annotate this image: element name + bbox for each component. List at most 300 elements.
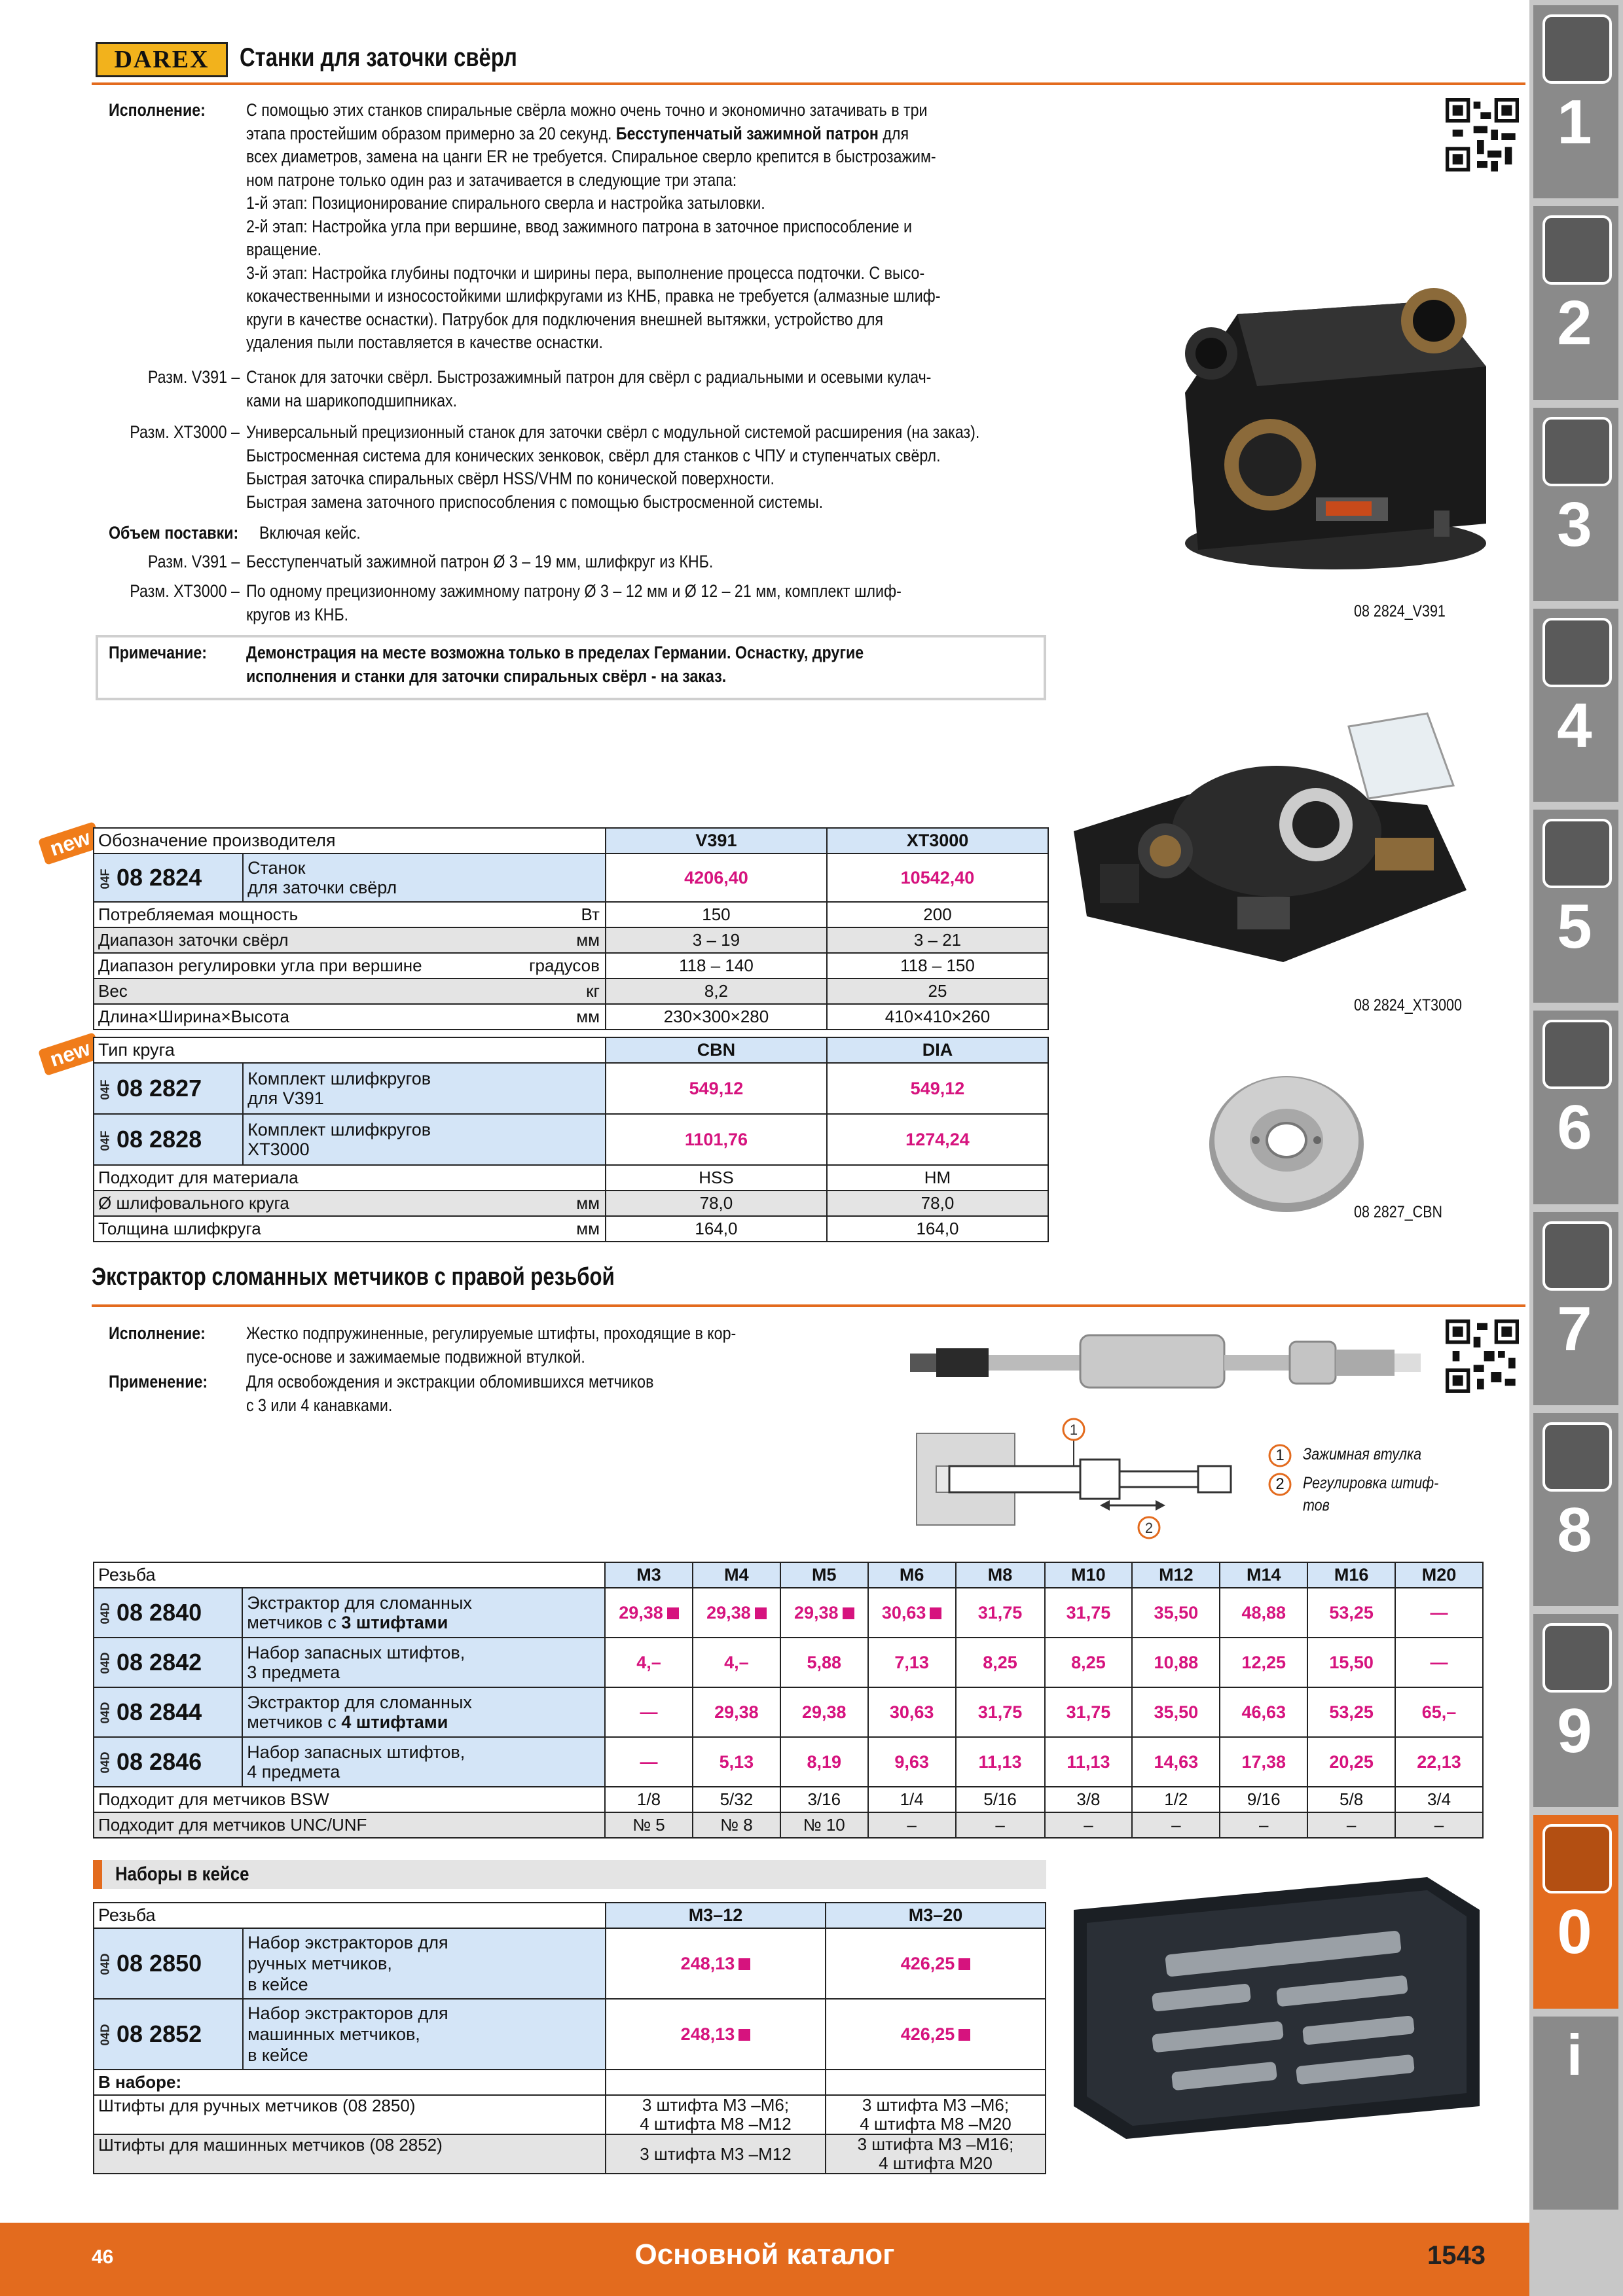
ispolnenie-line: вращение. [246,240,322,259]
fit-value: 5/8 [1307,1787,1395,1812]
fit-value: 1/2 [1132,1787,1220,1812]
size-col: M5 [780,1562,868,1588]
price-cell [1307,1588,1395,1638]
header-label: Резьба [94,1562,605,1588]
scope-v391-label: Разм. V391 – [147,552,240,571]
price-value: 48,88 [1241,1602,1286,1623]
primenenie-line: Для освобождения и экстракции обломившихся метчиков [246,1372,654,1391]
chapter-number: 0 [1557,1897,1592,1967]
price-cell [605,1588,693,1638]
tag: 04D [98,1602,112,1624]
desc-line: ручных метчиков, [247,1954,392,1973]
scope-xt-label: Разм. XT3000 – [130,581,240,601]
fit-value: 3/8 [1045,1787,1133,1812]
xt3000-line: Быстрая замена заточного приспособления с помощью быстросменной системы. [246,492,824,512]
spec-row [94,1216,1048,1242]
spec-name [94,1004,606,1030]
ispolnenie-line: 2-й этап: Настройка угла при вершине, ввод зажимного патрона в заточное приспособление и [246,216,913,236]
article-row [94,1063,1048,1114]
legend-number: 1 [1275,1446,1285,1464]
spec-value: HSS [606,1165,827,1191]
contents-row [94,2095,1046,2134]
price-value: — [640,1702,658,1722]
note-line: исполнения и станки для заточки спиральных свёрл - на заказ. [246,666,727,686]
price-cell [693,1638,780,1687]
chapter-2-icon [1542,215,1612,285]
chapter-4-icon [1542,618,1612,687]
price-value: 8,25 [1071,1652,1106,1672]
spec-unit: градусов [529,956,600,975]
spec-value: 25 [827,978,1048,1004]
desc-line [247,1662,600,1682]
price-cell [1132,1588,1220,1638]
desc-bold: 4 штифтами [341,1712,448,1732]
article-cell: 04F 08 2824 [94,853,243,902]
price-value: 22,13 [1417,1751,1461,1772]
desc-line: в кейсе [247,1975,308,1994]
desc-line: Комплект шлифкругов [247,1069,431,1088]
availability-square-icon [958,2029,970,2041]
title-rule [92,82,1525,85]
article-cell [94,1588,242,1638]
price-value: 53,25 [1329,1702,1374,1722]
spec-unit: кг [586,981,600,1001]
price-value: 35,50 [1154,1702,1199,1722]
article-row [94,1999,1046,2070]
scope-xt-line: кругов из КНБ. [246,604,349,624]
spec-row [94,1004,1048,1030]
spec-name [94,1191,606,1216]
price-value: 35,50 [1154,1602,1199,1623]
price-value: 10,88 [1154,1652,1199,1672]
price-cell: 549,12 [606,1063,827,1114]
price-cell [1045,1588,1133,1638]
price-value: 30,63 [881,1602,926,1623]
diagram-marker-2: 2 [1144,1520,1154,1536]
ispolnenie-line [246,122,909,146]
xt3000-label: Разм. XT3000 – [130,422,240,442]
chapter-7-icon [1542,1221,1612,1291]
chapter-number: 2 [1557,288,1592,359]
price-cell: 549,12 [827,1063,1048,1114]
desc-text: 4 предмета [247,1762,340,1782]
spec-unit: мм [576,1193,600,1213]
spec-label: Потребляемая мощность [98,905,299,924]
image-caption-xt3000: 08 2824_XT3000 [1354,996,1462,1014]
primenenie-line: с 3 или 4 канавками. [246,1395,393,1415]
note-label: Примечание: [109,643,208,662]
article-number: 08 2828 [117,1126,202,1153]
price-cell [693,1588,780,1638]
fit-value: – [868,1812,956,1838]
machine-v391-image [1159,262,1499,583]
darex-logo: DAREX [96,42,228,77]
price-cell [605,1687,693,1737]
price-cell [1307,1687,1395,1737]
article-cell [94,1687,242,1737]
price-value: 5,13 [719,1751,754,1772]
contents-label: Штифты для ручных метчиков (08 2850) [94,2095,606,2134]
fit-row [94,1812,1483,1838]
legend-number: 2 [1275,1475,1285,1493]
price-value: 29,38 [801,1702,847,1722]
price-value: 29,38 [619,1602,663,1623]
spec-label: Толщина шлифкруга [98,1219,261,1238]
price-cell [780,1687,868,1737]
col-cbn: CBN [606,1037,827,1063]
article-row [94,1737,1483,1787]
extractor-table [93,1562,1484,1839]
chapter-1-icon [1542,14,1612,84]
ispolnenie-label: Исполнение: [109,100,206,120]
fit-value: – [1220,1812,1307,1838]
availability-square-icon [739,1958,750,1970]
spec-value: HM [827,1165,1048,1191]
price-cell [956,1588,1045,1638]
price-cell [1132,1638,1220,1687]
desc-line: Набор экстракторов для [247,2003,448,2023]
price-value: 426,25 [900,1953,955,1973]
image-caption-v391: 08 2824_V391 [1354,602,1446,620]
fit-value: – [956,1812,1045,1838]
spec-value: 164,0 [606,1216,827,1242]
availability-square-icon [739,2029,750,2041]
fit-value: № 10 [780,1812,868,1838]
spec-label: Вес [98,981,128,1001]
ispolnenie-line: всех диаметров, замена на цанги ER не требуется. Спиральное сверло крепится в быстрозажим- [246,147,936,166]
spec-value: 410×410×260 [827,1004,1048,1030]
price-cell [1220,1687,1307,1737]
price-value: 9,63 [894,1751,929,1772]
article-desc [242,1638,605,1687]
price-cell [1395,1687,1483,1737]
scope-label: Объем поставки: [109,523,239,543]
fit-label: Подходит для метчиков UNC/UNF [94,1812,605,1838]
bold-phrase: Бесступенчатый зажимной патрон [615,123,879,143]
size-col: M20 [1395,1562,1483,1588]
kits-bar-accent [93,1860,102,1889]
desc-line: Экстрактор для сломанных [247,1593,472,1613]
spec-label: Диапазон заточки свёрл [98,930,289,950]
desc-line: в кейсе [247,2045,308,2065]
price-cell [1395,1737,1483,1787]
article-cell [94,1114,243,1165]
article-desc [243,1928,606,1999]
spec-label: Ø шлифовального круга [98,1193,289,1213]
extractor-tool-image [910,1322,1427,1401]
scope-text: Включая кейс. [259,523,361,543]
text-span: этапа простейшим образом примерно за 20 секунд. [246,123,612,143]
wheel-table [93,1037,1049,1242]
price-value: 248,13 [680,2024,735,2044]
spec-value: 8,2 [606,978,827,1004]
xt3000-line: Быстрая заточка спиральных свёрл HSS/VHM по конической поверхности. [246,469,775,488]
chapter-number: 6 [1557,1092,1592,1163]
price-value: 31,75 [977,1702,1023,1722]
article-number: 08 2852 [117,2020,202,2047]
fit-value: 5/16 [956,1787,1045,1812]
spec-value: 3 – 19 [606,927,827,953]
grinding-wheel-image [1205,1067,1368,1217]
chapter-number: 8 [1557,1494,1592,1565]
qr-code-icon[interactable] [1446,1319,1519,1393]
price-value: 11,13 [1067,1751,1110,1772]
size-col: M4 [693,1562,780,1588]
col-v391: V391 [606,828,827,853]
scope-v391-text: Бесступенчатый зажимной патрон Ø 3 – 19 мм, шлифкруг из КНБ. [246,552,714,571]
price-value: 17,38 [1241,1751,1286,1772]
spec-unit: мм [576,1219,600,1238]
desc-line: Набор запасных штифтов, [247,1742,465,1762]
ispolnenie-line: удаления пыли поставляется в качестве оснастки. [246,332,603,352]
price-value: 5,88 [807,1652,842,1672]
price-value: 30,63 [889,1702,934,1722]
availability-square-icon [667,1607,679,1619]
article-number: 08 2842 [117,1649,202,1676]
size-col: M6 [868,1562,956,1588]
price-value: 8,25 [983,1652,1017,1672]
availability-square-icon [755,1607,767,1619]
chapter-9-icon [1542,1623,1612,1693]
contents-line: 4 штифта M8 –M20 [860,2114,1012,2134]
size-col: M14 [1220,1562,1307,1588]
price-cell [606,1928,826,1999]
chapter-number: 7 [1557,1293,1592,1364]
chapter-number: 9 [1557,1696,1592,1767]
section-rule [92,1304,1525,1307]
fit-value: – [1045,1812,1133,1838]
legend-text: Зажимная втулка [1303,1445,1422,1463]
spec-unit: Вт [581,905,600,924]
price-cell [605,1737,693,1787]
diagram-marker-1: 1 [1069,1422,1078,1438]
chapter-8-icon [1542,1422,1612,1492]
spec-value: 118 – 150 [827,953,1048,978]
primenenie-label: Применение: [109,1372,208,1391]
article-desc [243,1999,606,2070]
fit-value: – [1132,1812,1220,1838]
chapter-3-icon [1542,417,1612,486]
article-number: 08 2840 [117,1599,202,1626]
spec-name [94,978,606,1004]
article-desc: Станок для заточки свёрл [243,853,606,902]
price-cell [868,1687,956,1737]
kits-title: Наборы в кейсе [115,1863,249,1885]
spec-value: 3 – 21 [827,927,1048,953]
fit-value: 1/8 [605,1787,693,1812]
spec-name [94,1165,606,1191]
availability-square-icon [930,1607,941,1619]
fit-label: Подходит для метчиков BSW [94,1787,605,1812]
tag: 04F [98,1079,112,1100]
price-cell [1395,1638,1483,1687]
spec-value: 150 [606,902,827,927]
desc-bold: 3 штифтами [341,1613,448,1632]
article-number: 08 2850 [117,1950,202,1977]
price-value: — [1430,1602,1448,1623]
spec-value: 200 [827,902,1048,927]
price-cell [1220,1737,1307,1787]
price-value: 8,19 [807,1751,842,1772]
ispolnenie-line: Жестко подпружиненные, регулируемые штифты, проходящие в кор- [246,1323,737,1343]
price-value: 20,25 [1329,1751,1374,1772]
price-value: 4,– [724,1652,749,1672]
spec-label: Длина×Ширина×Высота [98,1007,289,1026]
price-cell [780,1588,868,1638]
price-cell [826,1928,1046,1999]
scope-xt-line: По одному прецизионному зажимному патрону Ø 3 – 12 мм и Ø 12 – 21 мм, комплект шлиф- [246,581,902,601]
ispolnenie-line: пусе-основе и зажимаемые подвижной втулкой. [246,1347,585,1367]
spec-row [94,902,1048,927]
article-desc [243,1063,606,1114]
price-cell [1132,1737,1220,1787]
article-row [94,1687,1483,1737]
ispolnenie-label: Исполнение: [109,1323,206,1343]
empty-cell [606,2070,826,2095]
price-cell [1045,1638,1133,1687]
size-col: M10 [1045,1562,1133,1588]
xt3000-line: Быстросменная система для конических зенковок, свёрл для станков с ЧПУ и ступенчатых свёрл. [246,445,941,465]
price-cell [1045,1687,1133,1737]
header-label: Обозначение производителя [94,828,606,853]
price-cell [868,1737,956,1787]
price-value: 14,63 [1154,1751,1199,1772]
price-cell [1220,1638,1307,1687]
tag: 04D [98,1652,112,1674]
contents-label: Штифты для машинных метчиков (08 2852) [94,2134,606,2174]
spec-value: 78,0 [606,1191,827,1216]
spec-unit: мм [576,1007,600,1026]
size-col: M3 [605,1562,693,1588]
footer-title: Основной каталог [634,2238,895,2270]
price-value: 11,13 [978,1751,1022,1772]
fit-value: 5/32 [693,1787,780,1812]
contents-value [826,2095,1046,2134]
ispolnenie-line: С помощью этих станков спиральные свёрла можно очень точно и экономично затачивать в три [246,100,928,120]
price-cell [1307,1638,1395,1687]
price-value: 15,50 [1329,1652,1374,1672]
spec-row [94,1191,1048,1216]
article-desc [243,1114,606,1165]
chapter-0-icon [1542,1824,1612,1893]
price-value: 46,63 [1241,1702,1286,1722]
availability-square-icon [843,1607,854,1619]
price-value: 4,– [636,1652,661,1672]
desc-line: машинных метчиков, [247,2024,420,2044]
price-cell [1045,1737,1133,1787]
price-cell [1132,1687,1220,1737]
info-label: i [1566,2022,1583,2087]
spec-value: 164,0 [827,1216,1048,1242]
col-dia: DIA [827,1037,1048,1063]
price-cell [1307,1737,1395,1787]
chapter-number: 1 [1557,87,1592,157]
page-number-right: 1543 [1427,2241,1486,2270]
price-cell [956,1687,1045,1737]
price-cell [780,1737,868,1787]
availability-square-icon [958,1958,970,1970]
chapter-5-icon [1542,819,1612,888]
ispolnenie-line: ном патроне только один раз и затачивается в следующие три этапа: [246,170,737,190]
qr-code-icon[interactable] [1446,98,1519,171]
fit-value: 9/16 [1220,1787,1307,1812]
spec-row [94,953,1048,978]
fit-row [94,1787,1483,1812]
price-value: 31,75 [1066,1602,1111,1623]
fit-value: № 5 [605,1812,693,1838]
ispolnenie-line: 1-й этап: Позиционирование спирального сверла и настройка затыловки. [246,193,765,213]
desc-text: 3 предмета [247,1662,340,1682]
contents-row [94,2134,1046,2174]
price-value: 248,13 [680,1953,735,1973]
price-cell: 1101,76 [606,1114,827,1165]
col-m3-12: M3–12 [606,1903,826,1928]
price-cell [693,1687,780,1737]
extractor-diagram [910,1414,1277,1545]
xt3000-line: Универсальный прецизионный станок для заточки свёрл с модульной системой расширения (на заказ). [246,422,980,442]
price-value: 7,13 [894,1652,929,1672]
contents-value [826,2134,1046,2174]
extractor-case-image [1061,1871,1493,2145]
spec-label: Подходит для материала [98,1168,299,1187]
article-number: 08 2844 [117,1698,202,1725]
article-number: 08 2846 [117,1748,202,1775]
spec-value: 78,0 [827,1191,1048,1216]
desc-line: Комплект шлифкругов [247,1120,431,1139]
article-row [94,1114,1048,1165]
desc-line: для V391 [247,1088,324,1108]
price-value: — [1430,1652,1448,1672]
price-value: 53,25 [1329,1602,1374,1623]
article-row [94,1638,1483,1687]
contents-title: В наборе: [94,2070,606,2095]
new-badge: new [38,821,102,865]
contents-line: 3 штифта M3 –M12 [640,2144,792,2164]
article-desc [242,1588,605,1638]
price-cell [956,1638,1045,1687]
article-number: 08 2827 [117,1075,202,1102]
legend-text: Регулировка штиф- [1303,1474,1439,1492]
article-cell [94,1638,242,1687]
spec-name [94,953,606,978]
desc-line: Экстрактор для сломанных [247,1693,472,1712]
price-value: 29,38 [706,1602,751,1623]
price-cell [605,1638,693,1687]
contents-line: 3 штифта M3 –M16; [857,2134,1014,2154]
spec-name [94,902,606,927]
header-label: Резьба [94,1903,606,1928]
spec-name [94,1216,606,1242]
price-cell [606,1999,826,2070]
tag: 04D [98,2024,112,2046]
contents-line: 4 штифта M8 –M12 [640,2114,792,2134]
v391-line: Станок для заточки свёрл. Быстрозажимный патрон для свёрл с радиальными и осевыми кулач- [246,367,932,387]
contents-value [606,2134,826,2174]
article-cell [94,1063,243,1114]
article-cell [94,1999,243,2070]
price-value: 426,25 [900,2024,955,2044]
price-cell: 1274,24 [827,1114,1048,1165]
ispolnenie-line: 3-й этап: Настройка глубины подточки и ширины пера, выполнение процесса подточки. С высо- [246,262,925,283]
desc-text: метчиков с [247,1712,342,1732]
size-col: M8 [956,1562,1045,1588]
price-v391: 4206,40 [606,853,827,902]
image-caption-cbn: 08 2827_CBN [1354,1203,1443,1221]
fit-value: – [1395,1812,1483,1838]
desc-line [247,1613,600,1632]
fit-value: № 8 [693,1812,780,1838]
article-row [94,1928,1046,1999]
